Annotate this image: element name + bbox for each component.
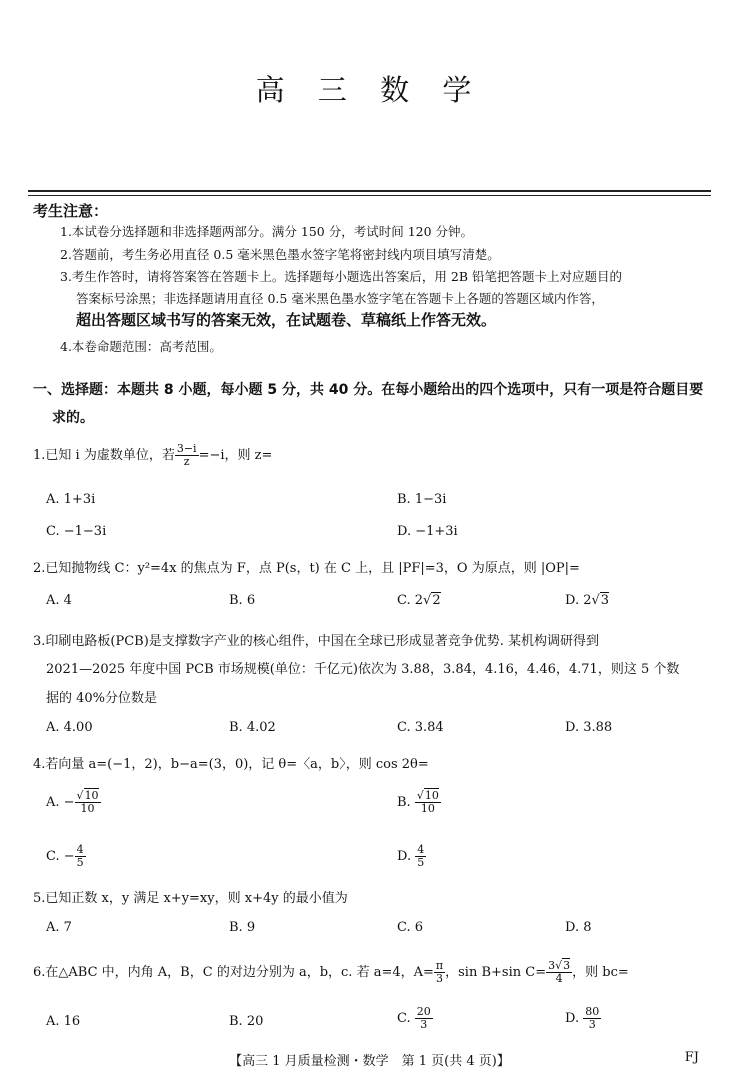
question-3-line-1: 3.印刷电路板(PCB)是支撑数字产业的核心组件，中国在全球已形成显著竞争优势. 某机构调研得到 [33,634,600,649]
question-3-line-2: 2021—2025 年度中国 PCB 市场规模(单位：千亿元)依次为 3.88，3.84，4.16，4.46，4.71，则这 5 个数 [46,662,680,677]
q6-angle-num: π [435,959,444,972]
page-footer: 【高三 1 月质量检测・数学 第 1 页(共 4 页)】 [229,1054,510,1069]
q1-fraction [175,443,199,468]
q1-option-d: D. −1+3i [397,524,458,539]
q1-option-b: B. 1−3i [397,492,447,507]
q5-option-b: B. 9 [229,920,256,935]
q2-option-c-coef: C. 2 [397,593,424,608]
q6-angle-den: 3 [436,972,444,986]
q6-sum-num: 3√3 [548,959,571,972]
q6-sum-frac [546,960,572,985]
q2-option-c: C. 2√2 [397,593,441,608]
q2-option-c-rad: 2 [432,593,441,608]
notice-heading: 考生注意： [33,202,109,220]
q6-option-c-label: C. [397,1011,415,1027]
q2-option-d-coef: D. 2 [565,593,592,608]
notice-item-2: 2.答题前，考生务必用直径 0.5 毫米黑色墨水签字笔将密封线内项目填写清楚。 [60,247,500,262]
q6-option-b: B. 20 [229,1014,264,1029]
q3-option-d: D. 3.88 [565,720,613,735]
notice-item-3: 3.考生作答时，请将答案答在答题卡上。选择题每小题选出答案后，用 2B 铅笔把答题卡上对应题目的 [60,269,623,284]
q1-frac-den: z [183,455,190,469]
q6-sum-coef: 3 [548,959,556,972]
q4-option-d-label: D. [397,849,416,865]
q4-option-b-num: √10 [416,789,439,802]
q6-angle-frac [434,960,445,985]
q4-option-a-label: A. − [46,795,75,811]
q6-option-c [397,1006,433,1031]
q6-sum-rad: 3 [563,959,571,972]
q4-option-d-num: 4 [417,843,425,856]
page-title: 高 三 数 学 [255,73,484,107]
q4-option-d-den: 5 [417,856,425,870]
footer-code: FJ [684,1050,699,1065]
q1-option-a: A. 1+3i [46,492,96,507]
q2-option-d: D. 2√3 [565,593,610,608]
q6-sum-den: 4 [555,972,563,986]
q3-option-c: C. 3.84 [397,720,444,735]
q1-stem-pre: 1.已知 i 为虚数单位，若 [33,448,175,464]
question-3-line-3: 据的 40%分位数是 [46,691,158,706]
q4-option-c-num: 4 [76,843,84,856]
header-rule-thin [28,195,711,196]
q1-option-c: C. −1−3i [46,524,107,539]
q3-option-b: B. 4.02 [229,720,276,735]
q6-option-c-den: 3 [420,1018,428,1032]
q4-option-b [397,790,441,815]
q1-frac-num: 3−i [176,442,197,455]
q2-option-a: A. 4 [46,593,72,608]
q2-option-b: B. 6 [229,593,256,608]
question-5: 5.已知正数 x，y 满足 x+y=xy，则 x+4y 的最小值为 [33,891,348,906]
q4-option-a [46,790,101,815]
notice-item-4: 4.本卷命题范围：高考范围。 [60,339,222,354]
notice-item-3-cont: 答案标号涂黑；非选择题请用直径 0.5 毫米黑色墨水签字笔在答题卡上各题的答题区域内作答， [76,291,604,306]
header-rule-thick [28,190,711,192]
q4-option-b-den: 10 [420,802,435,816]
section-heading: 一、选择题：本题共 8 小题，每小题 5 分，共 40 分。在每小题给出的四个选项中，只有一项是符合题目要 [33,382,704,398]
q6-option-d [565,1006,601,1031]
q6-option-d-frac [583,1006,601,1031]
q6-stem-mid: ，sin B+sin C= [445,965,547,981]
q4-option-c-den: 5 [76,856,84,870]
question-4: 4.若向量 a=(−1，2)，b−a=(3，0)，记 θ=〈a，b〉，则 cos 2θ= [33,757,429,772]
q6-stem-pre: 6.在△ABC 中，内角 A，B，C 的对边分别为 a，b，c. 若 a=4，A= [33,965,434,981]
q4-option-d-frac [415,844,426,869]
q4-option-a-den: 10 [80,802,95,816]
q4-option-b-label: B. [397,795,415,811]
question-2: 2.已知抛物线 C：y²=4x 的焦点为 F，点 P(s，t) 在 C 上，且 |PF|=3，O 为原点，则 |OP|= [33,561,580,576]
q6-option-d-den: 3 [588,1018,596,1032]
q6-option-a: A. 16 [46,1014,81,1029]
q4-option-b-frac [415,790,441,815]
q4-option-a-frac [75,790,101,815]
q6-option-c-num: 20 [416,1005,431,1018]
q6-option-d-num: 80 [585,1005,600,1018]
q1-stem-post: =−i，则 z= [198,448,273,464]
q6-option-c-frac [415,1006,433,1031]
q5-option-c: C. 6 [397,920,424,935]
q4-option-a-rad: 10 [84,789,99,802]
q4-option-b-rad: 10 [424,789,439,802]
q4-option-c-label: C. − [46,849,75,865]
q5-option-d: D. 8 [565,920,592,935]
q2-option-d-rad: 3 [600,593,610,608]
q4-option-a-num: √10 [76,789,99,802]
q4-option-d [397,844,426,869]
question-1 [33,443,272,468]
question-6 [33,960,629,985]
q5-option-a: A. 7 [46,920,72,935]
q3-option-a: A. 4.00 [46,720,93,735]
q6-stem-post: ，则 bc= [572,965,629,981]
notice-item-1: 1.本试卷分选择题和非选择题两部分。满分 150 分，考试时间 120 分钟。 [60,224,474,239]
q4-option-c-frac [75,844,86,869]
q6-option-d-label: D. [565,1011,584,1027]
q4-option-c [46,844,86,869]
section-heading-cont: 求的。 [52,410,94,426]
notice-item-3-emphasis: 超出答题区域书写的答案无效，在试题卷、草稿纸上作答无效。 [76,311,497,329]
